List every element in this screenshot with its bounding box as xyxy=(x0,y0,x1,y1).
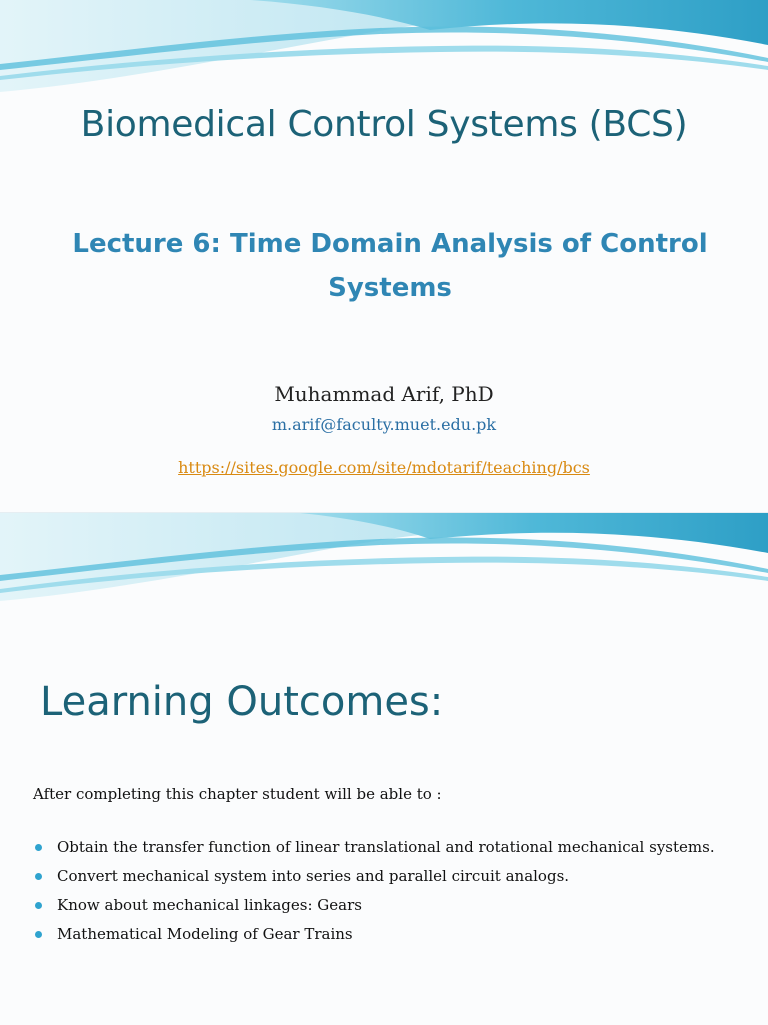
list-item xyxy=(33,866,733,887)
slide-heading: Learning Outcomes: xyxy=(40,679,444,725)
decorative-wave-header xyxy=(0,0,768,100)
slide-learning-outcomes xyxy=(0,512,768,1025)
lecture-subtitle xyxy=(40,222,740,310)
bullet-dot-icon xyxy=(35,873,42,880)
list-item xyxy=(33,837,733,858)
author-email[interactable]: m.arif@faculty.muet.edu.pk xyxy=(271,415,497,434)
author-name: Muhammad Arif, PhD xyxy=(274,382,494,406)
bullet-dot-icon xyxy=(35,931,42,938)
lecture-subtitle-line2: Systems xyxy=(328,273,452,303)
intro-text: After completing this chapter student will be able to : xyxy=(33,785,442,803)
presentation-title: Biomedical Control Systems (BCS) xyxy=(80,104,688,145)
list-item-text: Mathematical Modeling of Gear Trains xyxy=(57,925,353,943)
list-item-text: Know about mechanical linkages: Gears xyxy=(57,896,362,914)
bullet-dot-icon xyxy=(35,902,42,909)
course-website-link[interactable]: https://sites.google.com/site/mdotarif/teaching/bcs xyxy=(178,458,590,477)
outcomes-list xyxy=(33,837,733,953)
list-item xyxy=(33,895,733,916)
decorative-wave-header xyxy=(0,513,768,613)
bullet-dot-icon xyxy=(35,844,42,851)
lecture-subtitle-line1: Lecture 6: Time Domain Analysis of Control xyxy=(72,229,708,259)
list-item xyxy=(33,924,733,945)
slide-title xyxy=(0,0,768,512)
list-item-text: Convert mechanical system into series and parallel circuit analogs. xyxy=(57,867,570,885)
list-item-text: Obtain the transfer function of linear translational and rotational mechanical systems. xyxy=(57,838,715,856)
